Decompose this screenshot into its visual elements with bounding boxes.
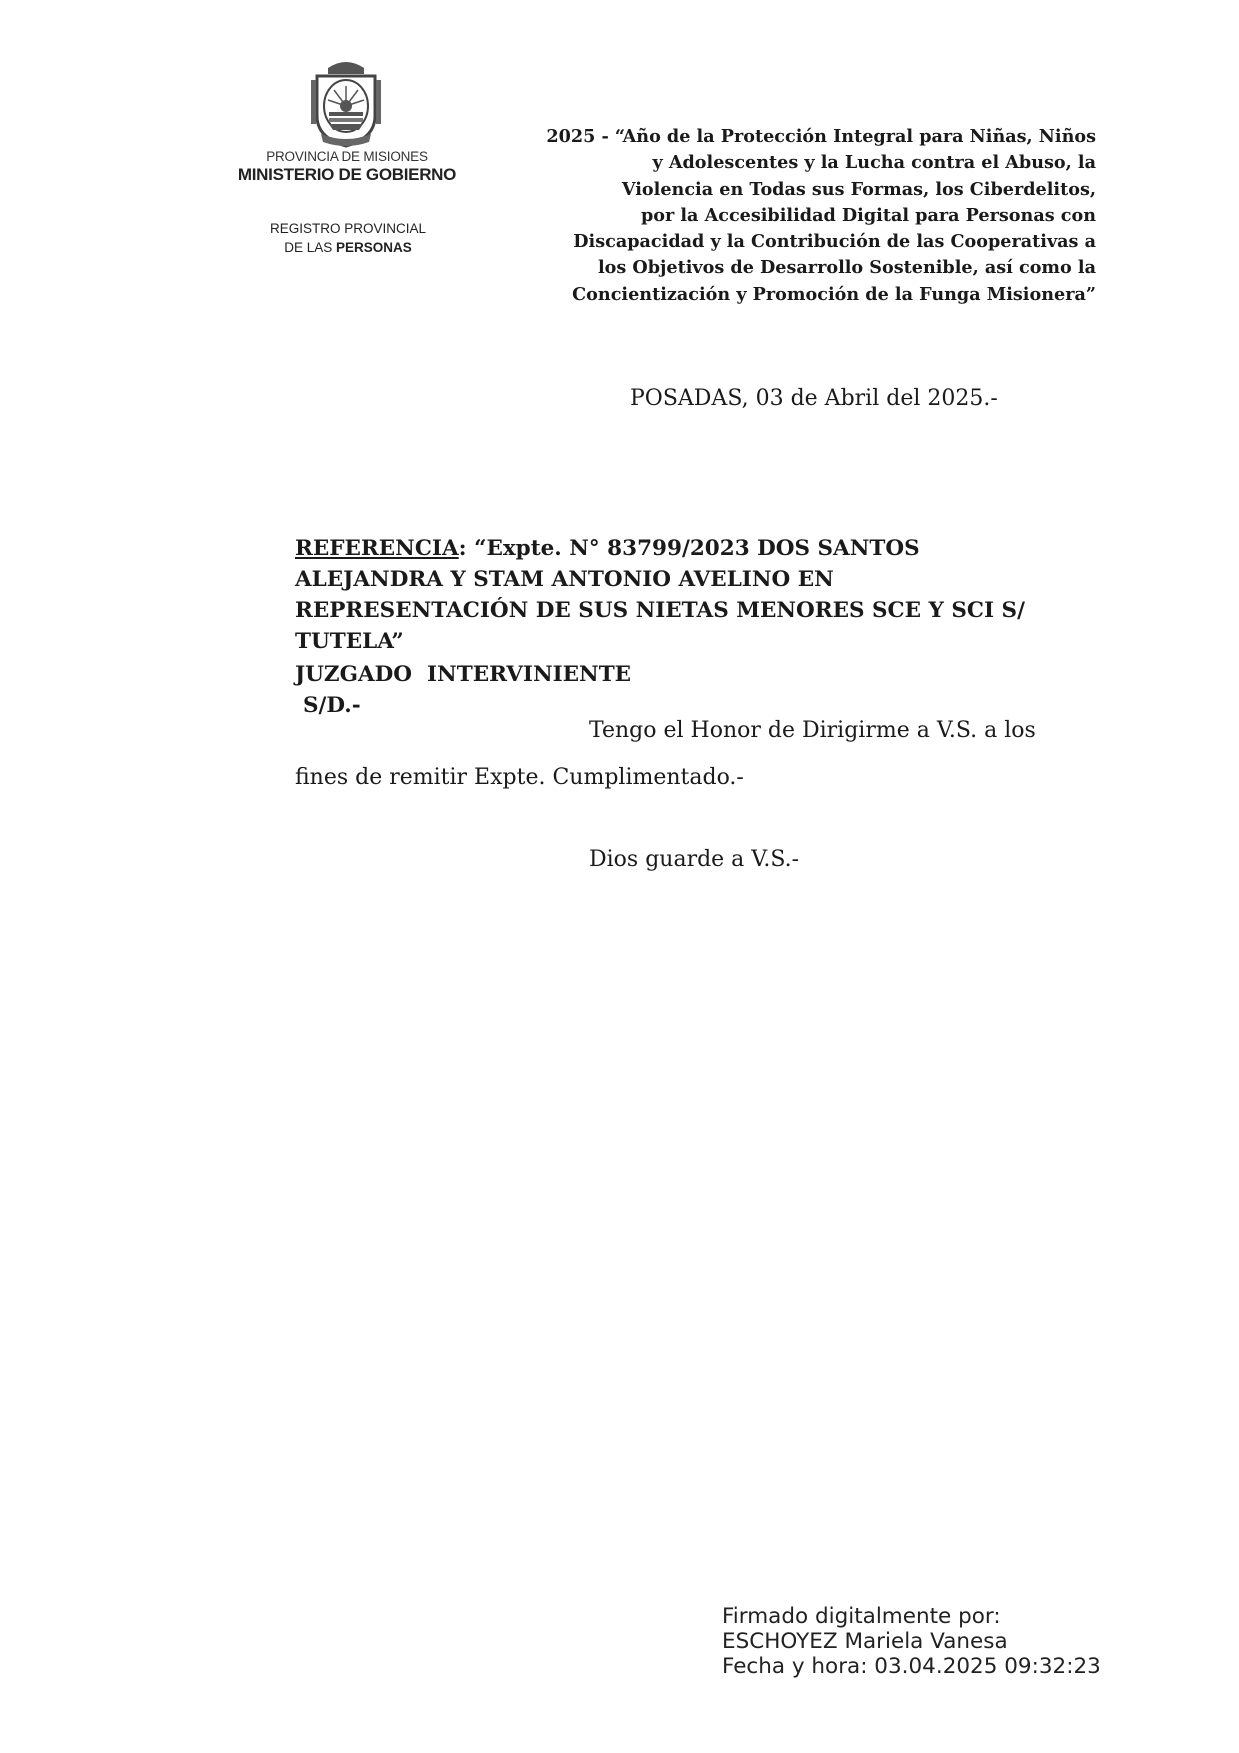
- motto-line: Discapacidad y la Contribución de las Cooperativas a: [573, 231, 1096, 253]
- motto-line: los Objetivos de Desarrollo Sostenible, así como la: [597, 257, 1096, 279]
- reference-line-3: REPRESENTACIÓN DE SUS NIETAS MENORES SCE Y SCI S/: [295, 598, 1025, 623]
- body-line-2: fines de remitir Expte. Cumplimentado.-: [295, 765, 744, 790]
- digital-signature: [722, 1604, 1101, 1679]
- body-line-1: Tengo el Honor de Dirigirme a V.S. a los: [589, 718, 1036, 743]
- motto-line: por la Accesibilidad Digital para Personas con: [640, 204, 1096, 226]
- reference-block: [295, 533, 1095, 657]
- province-name: PROVINCIA DE MISIONES: [266, 149, 428, 164]
- registry-name: [258, 219, 438, 257]
- registry-line-1: REGISTRO PROVINCIAL: [269, 221, 427, 236]
- document-date: POSADAS, 03 de Abril del 2025.-: [630, 386, 998, 411]
- provincial-seal-icon: [303, 54, 389, 148]
- motto-line: Violencia en Todas sus Formas, los Ciberdelitos,: [621, 178, 1096, 200]
- addressee-sd: S/D.-: [303, 693, 361, 718]
- motto-line: Concientización y Promoción de la Funga Misionera”: [572, 283, 1096, 305]
- addressee-court: JUZGADO INTERVINIENTE: [295, 662, 632, 687]
- signature-line-1: Firmado digitalmente por:: [722, 1604, 1001, 1629]
- reference-line-1: [295, 533, 1095, 564]
- registry-line-2: [258, 238, 438, 257]
- registry-line-2-prefix: DE LAS: [284, 240, 336, 255]
- reference-line-4: TUTELA”: [295, 629, 404, 654]
- ministry-name: MINISTERIO DE GOBIERNO: [237, 165, 457, 184]
- signature-line-2: ESCHOYEZ Mariela Vanesa: [722, 1629, 1008, 1654]
- closing-salutation: Dios guarde a V.S.-: [589, 847, 800, 872]
- registry-line-2-bold: PERSONAS: [336, 240, 412, 255]
- motto-line: y Adolescentes y la Lucha contra el Abuso, la: [652, 152, 1096, 174]
- signature-line-3: Fecha y hora: 03.04.2025 09:32:23: [722, 1654, 1101, 1679]
- year-motto: [470, 124, 1096, 308]
- reference-line-2: ALEJANDRA Y STAM ANTONIO AVELINO EN: [295, 567, 834, 592]
- reference-line-1-text: : “Expte. N° 83799/2023 DOS SANTOS: [458, 536, 920, 561]
- motto-line: 2025 - “Año de la Protección Integral para Niñas, Niños: [546, 126, 1096, 147]
- reference-label: REFERENCIA: [295, 536, 459, 561]
